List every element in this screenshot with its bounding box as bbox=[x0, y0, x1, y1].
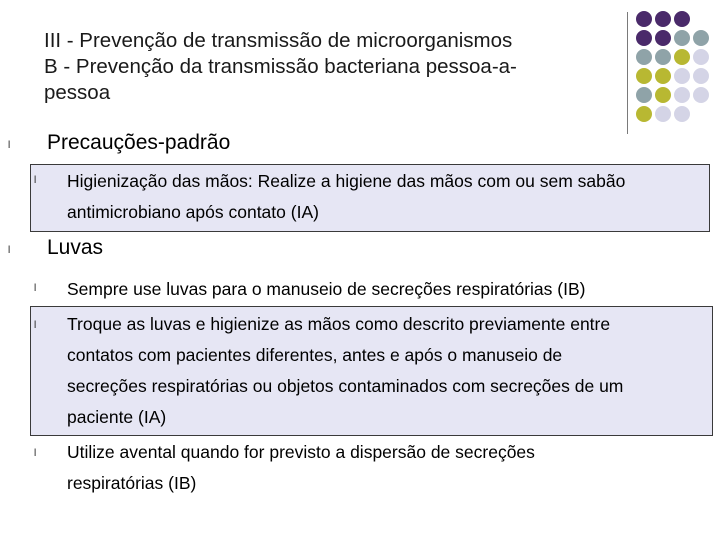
decorative-dot bbox=[636, 11, 652, 27]
list-item-line: contatos com pacientes diferentes, antes e após o manuseio de bbox=[67, 345, 563, 365]
title-line-2: B - Prevenção da transmissão bacteriana pessoa-a- bbox=[44, 55, 517, 78]
title-line-1: III - Prevenção de transmissão de microorganismos bbox=[44, 29, 513, 52]
decorative-dot bbox=[674, 30, 690, 46]
decorative-dot bbox=[674, 106, 690, 122]
decorative-dot bbox=[636, 30, 652, 46]
bullet-icon: l bbox=[34, 175, 37, 186]
bullet-icon: l bbox=[8, 140, 11, 151]
decorative-dot bbox=[636, 106, 652, 122]
decorative-dot bbox=[655, 11, 671, 27]
decorative-dot bbox=[655, 68, 671, 84]
decorative-dot bbox=[636, 49, 652, 65]
decorative-dot bbox=[693, 30, 709, 46]
decorative-dot bbox=[636, 87, 652, 103]
list-item-line: antimicrobiano após contato (IA) bbox=[67, 202, 319, 222]
list-item-hand-hygiene bbox=[67, 166, 625, 228]
list-item-line: Utilize avental quando for previsto a dispersão de secreções bbox=[67, 442, 535, 462]
decorative-dot bbox=[655, 30, 671, 46]
list-item-always-gloves: Sempre use luvas para o manuseio de secreções respiratórias (IB) bbox=[67, 279, 586, 299]
section-heading-precautions: Precauções-padrão bbox=[47, 131, 231, 154]
decorative-dot bbox=[674, 87, 690, 103]
slide-title bbox=[44, 28, 624, 106]
section-heading-gloves: Luvas bbox=[47, 236, 104, 259]
list-item-line: Troque as luvas e higienize as mãos como descrito previamente entre bbox=[67, 314, 611, 334]
list-item-change-gloves bbox=[67, 309, 623, 433]
decorative-dot bbox=[674, 49, 690, 65]
bullet-icon: l bbox=[34, 283, 37, 294]
decorative-dot bbox=[693, 68, 709, 84]
decorative-dot bbox=[693, 87, 709, 103]
list-item-line: Higienização das mãos: Realize a higiene das mãos com ou sem sabão bbox=[67, 171, 626, 191]
list-item-gown bbox=[67, 437, 535, 499]
decorative-dot bbox=[674, 68, 690, 84]
list-item-line: paciente (IA) bbox=[67, 407, 167, 427]
list-item-line: respiratórias (IB) bbox=[67, 473, 197, 493]
decorative-dot bbox=[655, 87, 671, 103]
decorative-dot bbox=[655, 49, 671, 65]
decorative-dot bbox=[674, 11, 690, 27]
decorative-dot bbox=[636, 68, 652, 84]
divider-line bbox=[627, 12, 628, 134]
list-item-line: secreções respiratórias ou objetos contaminados com secreções de um bbox=[67, 376, 624, 396]
bullet-icon: l bbox=[34, 448, 37, 459]
bullet-icon: l bbox=[8, 245, 11, 256]
title-line-3: pessoa bbox=[44, 81, 111, 104]
bullet-icon: l bbox=[34, 320, 37, 331]
decorative-dot bbox=[693, 49, 709, 65]
decorative-dot bbox=[655, 106, 671, 122]
